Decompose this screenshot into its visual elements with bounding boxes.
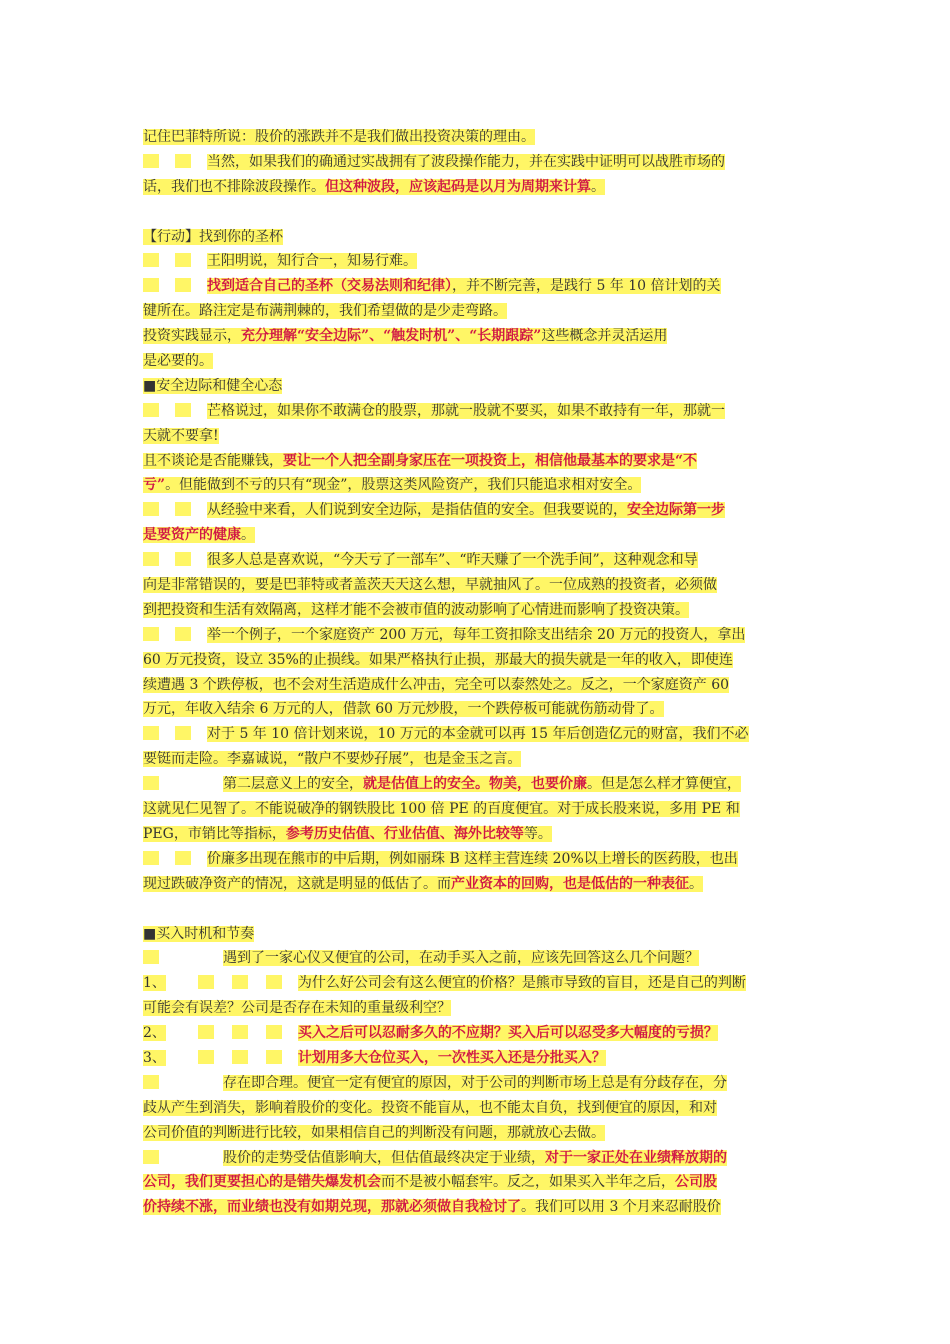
indent-marker xyxy=(143,502,159,516)
text-line xyxy=(143,1195,808,1220)
list-item xyxy=(143,971,808,996)
emphasis-run: 对于一家正处在业绩释放期的 xyxy=(545,1149,727,1166)
emphasis-run: 公司，我们更要担心的是错失爆发机会 xyxy=(143,1174,381,1191)
text-run: 遇到了一家心仪又便宜的公司，在动手买入之前，应该先回答这么几个问题？ xyxy=(223,950,699,967)
text-run: 为什么好公司会有这么便宜的价格？是熊市导致的盲目，还是自己的判断 xyxy=(297,975,746,992)
text-run: 对于 5 年 10 倍计划来说，10 万元的本金就可以再 15 年后创造亿元的财富，我们不必 xyxy=(207,726,749,743)
text-run: 等。 xyxy=(523,825,552,842)
text-run: 。我们可以用 3 个月来忍耐股价 xyxy=(521,1199,721,1216)
indent-marker xyxy=(266,1025,282,1039)
text-run: 续遭遇 3 个跌停板，也不会对生活造成什么冲击，完全可以泰然处之。反之，一个家庭资产 60 xyxy=(143,676,730,693)
text-run: 投资实践显示， xyxy=(143,328,241,345)
section-title: ■安全边际和健全心态 xyxy=(143,377,283,394)
indent-marker xyxy=(175,552,191,566)
indent-marker xyxy=(143,950,159,964)
text-line xyxy=(143,847,808,872)
text-run: 向是非常错误的，要是巴菲特或者盖茨天天这么想，早就抽风了。一位成熟的投资者，必须做 xyxy=(143,577,717,594)
indent-marker xyxy=(143,403,159,417)
emphasis-run: 亏” xyxy=(143,477,166,494)
text-run: 公司价值的判断进行比较，如果相信自己的判断没有问题，那就放心去做。 xyxy=(143,1124,605,1141)
indent-marker xyxy=(143,776,159,790)
text-run: 。但是怎么样才算便宜， xyxy=(587,776,741,793)
list-item xyxy=(143,1021,808,1046)
indent-marker xyxy=(175,502,191,516)
text-line xyxy=(143,1121,808,1146)
emphasis-run: 但这种波段，应该起码是以月为周期来计算 xyxy=(325,178,591,195)
indent-marker xyxy=(266,1050,282,1064)
emphasis-run: 就是估值上的安全。物美，也要价廉 xyxy=(363,776,587,793)
section-title: 【行动】找到你的圣杯 xyxy=(143,228,283,245)
emphasis-run: 计划用多大仓位买入，一次性买入还是分批买入？ xyxy=(297,1049,606,1066)
section-title: ■买入时机和节奏 xyxy=(143,925,255,942)
text-line xyxy=(143,449,808,474)
text-line xyxy=(143,1071,808,1096)
text-run: 记住巴菲特所说：股价的涨跌并不是我们做出投资决策的理由。 xyxy=(143,129,535,145)
emphasis-run: 要让一个人把全副身家压在一项投资上，相信他最基本的要求是“不 xyxy=(283,452,698,469)
indent-marker xyxy=(266,975,282,989)
indent-marker xyxy=(143,552,159,566)
text-run: 股价的走势受估值影响大，但估值最终决定于业绩， xyxy=(223,1149,545,1166)
text-run: 话，我们也不排除波段操作。 xyxy=(143,178,325,195)
text-run: 是必要的。 xyxy=(143,353,213,370)
text-line xyxy=(143,548,808,573)
indent-marker xyxy=(175,278,191,292)
text-line xyxy=(143,274,808,299)
text-line xyxy=(143,797,808,822)
text-run: 天就不要拿! xyxy=(143,427,219,444)
text-run: 很多人总是喜欢说，“今天亏了一部车”、“昨天赚了一个洗手间”，这种观念和导 xyxy=(207,552,698,569)
text-line xyxy=(143,946,808,971)
emphasis-run: 产业资本的回购，也是低估的一种表征 xyxy=(451,875,689,892)
text-run: 举一个例子，一个家庭资产 200 万元，每年工资扣除支出结余 20 万元的投资人，拿出 xyxy=(207,626,746,643)
list-number: 3、 xyxy=(143,1049,166,1066)
text-line xyxy=(143,996,808,1021)
indent-marker xyxy=(175,851,191,865)
emphasis-run: 充分理解“安全边际”、“触发时机”、“长期跟踪” xyxy=(241,328,542,345)
text-run: 60 万元投资，设立 35%的止损线。如果严格执行止损，那最大的损失就是一年的收入，即使连 xyxy=(143,651,733,668)
text-run: 从经验中来看，人们说到安全边际，是指估值的安全。但我要说的， xyxy=(207,502,627,519)
text-line xyxy=(143,623,808,648)
text-run: 万元，年收入结余 6 万元的人，借款 60 万元炒股，一个跌停板可能就伤筋动骨了。 xyxy=(143,701,664,718)
text-run: 存在即合理。便宜一定有便宜的原因，对于公司的判断市场上总是有分歧存在，分 xyxy=(223,1074,727,1091)
text-run: 键所在。路注定是布满荆棘的，我们希望做的是少走弯路。 xyxy=(143,303,507,320)
text-run: 且不谈论是否能赚钱， xyxy=(143,452,283,469)
text-line xyxy=(143,1170,808,1195)
text-line xyxy=(143,249,808,274)
list-number: 1、 xyxy=(143,975,166,992)
text-line xyxy=(143,747,808,772)
document-page xyxy=(143,125,808,1220)
text-run: 可能会有误差？公司是否存在未知的重量级利空？ xyxy=(143,1000,451,1017)
text-line xyxy=(143,399,808,424)
list-number: 2、 xyxy=(143,1025,166,1042)
indent-marker xyxy=(143,1150,159,1164)
text-run: 第二层意义上的安全， xyxy=(223,776,363,793)
text-line xyxy=(143,673,808,698)
indent-marker xyxy=(143,253,159,267)
emphasis-run: 买入之后可以忍耐多久的不应期？买入后可以忍受多大幅度的亏损？ xyxy=(297,1025,718,1042)
text-line xyxy=(143,175,808,200)
text-run: ，并不断完善，是践行 5 年 10 倍计划的关 xyxy=(452,278,721,295)
indent-marker xyxy=(232,1050,248,1064)
indent-marker xyxy=(198,1050,214,1064)
text-line xyxy=(143,473,808,498)
indent-marker xyxy=(143,1075,159,1089)
text-line xyxy=(143,349,808,374)
text-run: 。 xyxy=(591,178,605,195)
indent-marker xyxy=(175,253,191,267)
indent-marker xyxy=(175,726,191,740)
emphasis-run: 公司股 xyxy=(675,1174,717,1191)
indent-marker xyxy=(143,154,159,168)
text-line xyxy=(143,648,808,673)
text-line xyxy=(143,573,808,598)
text-line xyxy=(143,299,808,324)
indent-marker xyxy=(143,627,159,641)
emphasis-run: 参考历史估值、行业估值、海外比较等 xyxy=(285,825,524,842)
text-line xyxy=(143,722,808,747)
text-line xyxy=(143,1146,808,1171)
list-item xyxy=(143,1046,808,1071)
text-run: 王阳明说，知行合一，知易行难。 xyxy=(207,253,417,270)
indent-marker xyxy=(143,278,159,292)
emphasis-run: 安全边际第一步 xyxy=(627,502,725,519)
text-line xyxy=(143,697,808,722)
text-run: 当然，如果我们的确通过实战拥有了波段操作能力，并在实践中证明可以战胜市场的 xyxy=(207,153,725,170)
text-run: 。 xyxy=(241,527,255,544)
indent-marker xyxy=(232,975,248,989)
text-line xyxy=(143,598,808,623)
text-run: 。但能做到不亏的只有“现金”，股票这类风险资产，我们只能追求相对安全。 xyxy=(165,477,642,494)
text-line xyxy=(143,424,808,449)
emphasis-run: 是要资产的健康 xyxy=(143,527,241,544)
indent-marker xyxy=(175,403,191,417)
text-run: 到把投资和生活有效隔离，这样才能不会被市值的波动影响了心情进而影响了投资决策。 xyxy=(143,601,689,618)
text-run: PEG，市销比等指标， xyxy=(143,825,286,842)
text-line xyxy=(143,822,808,847)
emphasis-run: 找到适合自己的圣杯（交易法则和纪律） xyxy=(207,278,452,295)
text-run: 要铤而走险。李嘉诚说，“散户不要炒孖展”，也是金玉之言。 xyxy=(143,751,522,768)
indent-marker xyxy=(175,627,191,641)
emphasis-run: 价持续不涨，而业绩也没有如期兑现，那就必须做自我检讨了 xyxy=(143,1199,521,1216)
text-run: 这些概念并灵活运用 xyxy=(541,328,668,345)
text-line xyxy=(143,324,808,349)
text-run: 。 xyxy=(689,875,703,892)
text-line xyxy=(143,150,808,175)
text-line xyxy=(143,1096,808,1121)
text-run: 歧从产生到消失，影响着股价的变化。投资不能盲从，也不能太自负，找到便宜的原因，和对 xyxy=(143,1099,717,1116)
text-run: 这就见仁见智了。不能说破净的钢铁股比 100 倍 PE 的百度便宜。对于成长股来说，多用 PE 和 xyxy=(143,801,740,818)
text-line xyxy=(143,523,808,548)
text-line xyxy=(143,125,808,150)
text-run: 芒格说过，如果你不敢满仓的股票，那就一股就不要买，如果不敢持有一年，那就一 xyxy=(207,402,725,419)
indent-marker xyxy=(143,851,159,865)
text-run: 而不是被小幅套牢。反之，如果买入半年之后， xyxy=(381,1174,675,1191)
text-line xyxy=(143,872,808,897)
indent-marker xyxy=(175,154,191,168)
indent-marker xyxy=(198,1025,214,1039)
text-run: 价廉多出现在熊市的中后期，例如丽珠 B 这样主营连续 20%以上增长的医药股，也出 xyxy=(207,850,738,867)
indent-marker xyxy=(232,1025,248,1039)
indent-marker xyxy=(198,975,214,989)
text-line xyxy=(143,772,808,797)
indent-marker xyxy=(143,726,159,740)
text-line xyxy=(143,498,808,523)
text-run: 现过跌破净资产的情况，这就是明显的低估了。而 xyxy=(143,875,451,892)
